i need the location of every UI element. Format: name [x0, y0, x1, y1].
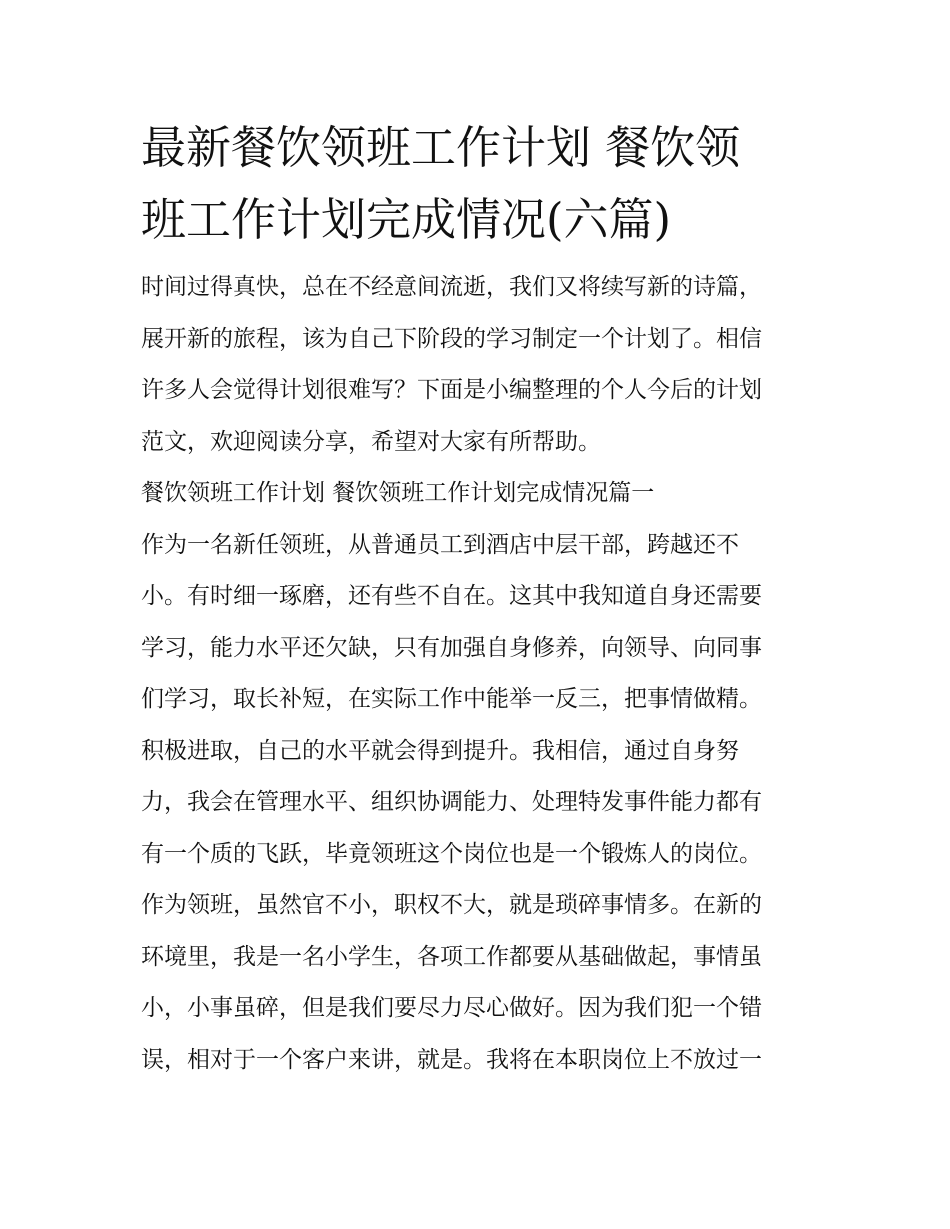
body-line: 误，相对于一个客户来讲，就是。我将在本职岗位上不放过一	[141, 1046, 762, 1073]
title-line: 班工作计划完成情况(六篇)	[141, 193, 672, 246]
body-line: 们学习，取长补短，在实际工作中能举一反三，把事情做精。	[141, 686, 762, 712]
section-heading: 餐饮领班工作计划 餐饮领班工作计划完成情况篇一	[141, 480, 655, 506]
body-line: 作为领班，虽然官不小，职权不大，就是琐碎事情多。在新的	[141, 892, 762, 918]
body-line: 小，小事虽碎，但是我们要尽力尽心做好。因为我们犯一个错	[141, 995, 762, 1021]
body-line: 学习，能力水平还欠缺，只有加强自身修养，向领导、向同事	[141, 634, 762, 661]
body-line: 积极进取，自己的水平就会得到提升。我相信，通过自身努	[141, 737, 739, 764]
document-title	[141, 112, 813, 256]
document-content	[141, 112, 813, 1086]
intro-paragraph	[141, 262, 813, 468]
body-paragraph	[141, 520, 813, 1087]
intro-line: 展开新的旅程，该为自己下阶段的学习制定一个计划了。相信	[141, 325, 762, 352]
body-line: 环境里，我是一名小学生，各项工作都要从基础做起，事情虽	[141, 943, 762, 970]
body-line: 有一个质的飞跃，毕竟领班这个岗位也是一个锻炼人的岗位。	[141, 840, 762, 867]
title-line: 最新餐饮领班工作计划 餐饮领	[141, 121, 741, 174]
body-line: 小。有时细一琢磨，还有些不自在。这其中我知道自身还需要	[141, 583, 762, 609]
body-line: 作为一名新任领班，从普通员工到酒店中层干部，跨越还不	[141, 531, 739, 558]
intro-line: 许多人会觉得计划很难写？下面是小编整理的个人今后的计划	[141, 377, 762, 403]
intro-line: 时间过得真快，总在不经意间流逝，我们又将续写新的诗篇，	[141, 274, 762, 300]
body-line: 力，我会在管理水平、组织协调能力、处理特发事件能力都有	[141, 789, 762, 815]
intro-line: 范文，欢迎阅读分享，希望对大家有所帮助。	[141, 428, 601, 455]
